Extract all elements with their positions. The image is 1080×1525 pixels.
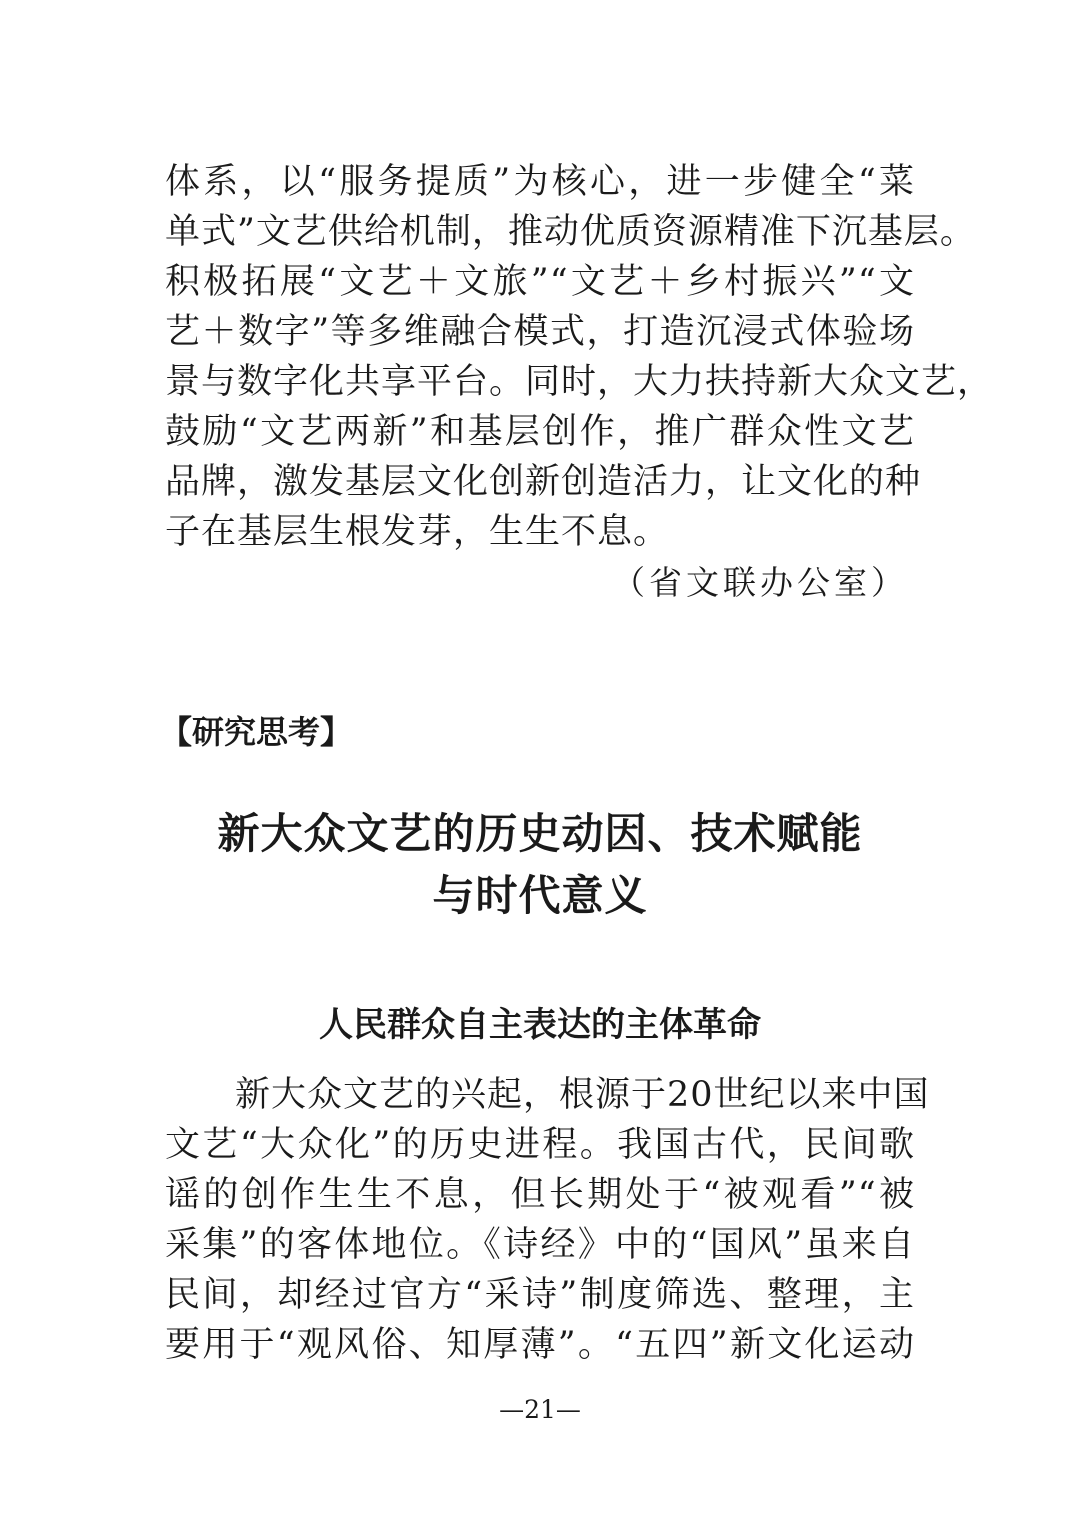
body-text-line: 谣的创作生生不息，但长期处于“被观看”“被 (165, 1175, 915, 1215)
body-text-line: 要用于“观风俗、知厚薄”。“五四”新文化运动 (165, 1325, 915, 1365)
article-title-line: 新大众文艺的历史动因、技术赋能 (217, 809, 863, 858)
body-text-line: 单式”文艺供给机制，推动优质资源精准下沉基层。 (165, 212, 976, 252)
body-text-line: 艺＋数字”等多维融合模式，打造沉浸式体验场 (165, 312, 915, 352)
body-text-line: 子在基层生根发芽，生生不息。 (165, 512, 670, 552)
article-title-line: 与时代意义 (432, 871, 648, 920)
body-text-line: 积极拓展“文艺＋文旅”“文艺＋乡村振兴”“文 (165, 262, 915, 302)
author-signature: （省文联办公室） (612, 563, 908, 602)
body-text-line: 品牌，激发基层文化创新创造活力，让文化的种 (165, 462, 922, 502)
page-number: —21— (499, 1395, 581, 1424)
body-text-line: 文艺“大众化”的历史进程。我国古代，民间歌 (165, 1125, 915, 1165)
body-text-line: 鼓励“文艺两新”和基层创作，推广群众性文艺 (165, 412, 915, 452)
section-tag: 【研究思考】 (160, 713, 353, 751)
body-text-line: 体系，以“服务提质”为核心，进一步健全“菜 (165, 162, 915, 202)
body-text-line: 民间，却经过官方“采诗”制度筛选、整理，主 (165, 1275, 915, 1315)
body-text-line: 景与数字化共享平台。同时，大力扶持新大众文艺， (165, 362, 994, 402)
body-text-line: 采集”的客体地位。《诗经》中的“国风”虽来自 (165, 1225, 915, 1265)
body-text-line: 新大众文艺的兴起，根源于20世纪以来中国 (235, 1075, 930, 1115)
article-subheading: 人民群众自主表达的主体革命 (319, 1005, 761, 1045)
